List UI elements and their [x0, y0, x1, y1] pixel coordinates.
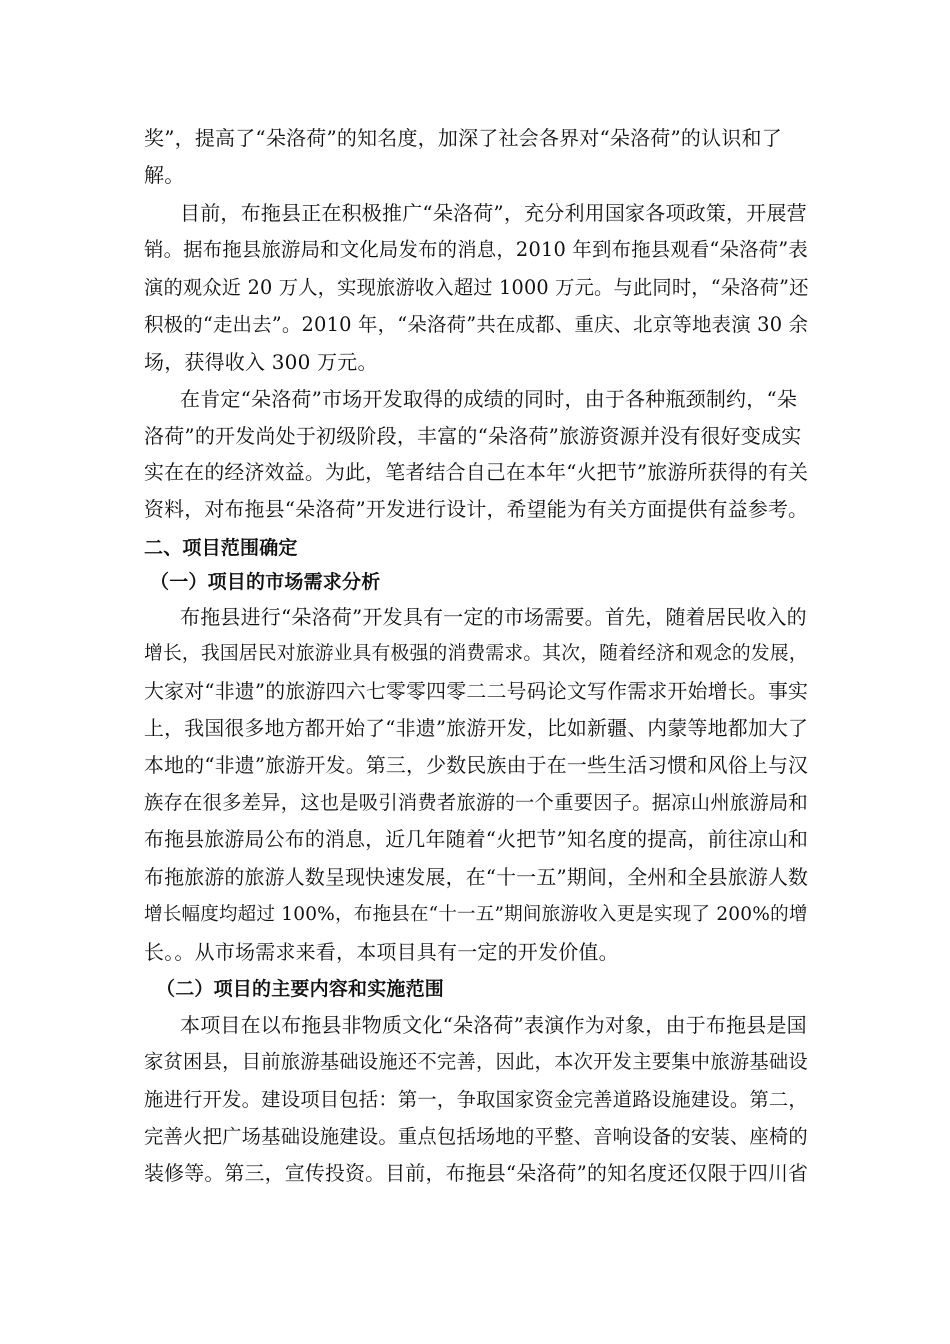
paragraph-4-line-8: 布拖旅游的旅游人数呈现快速发展，在“十一五”期间，全州和全县旅游人数	[144, 866, 809, 889]
paragraph-5-line-5: 装修等。第三，宣传投资。目前，布拖县“朵洛荷”的知名度还仅限于四川省	[144, 1162, 809, 1185]
paragraph-5-line-2: 家贫困县，目前旅游基础设施还不完善，因此，本次开发主要集中旅游基础设	[144, 1050, 808, 1073]
paragraph-4-line-10: 长。。从市场需求来看，本项目具有一定的开发价值。	[144, 940, 619, 964]
paragraph-4-line-7: 布拖县旅游局公布的消息，近几年随着“火把节”知名度的提高，前往凉山和	[144, 828, 809, 851]
subsection-heading-content-scope: （二）项目的主要内容和实施范围	[156, 978, 445, 1000]
paragraph-3-line-3: 实在在的经济效益。为此，笔者结合自己在本年“火把节”旅游所获得的有关	[144, 461, 809, 484]
paragraph-2-line-1: 目前，布拖县正在积极推广“朵洛荷”，充分利用国家各项政策，开展营	[180, 201, 807, 225]
paragraph-3-line-4: 资料，对布拖县“朵洛荷”开发进行设计，希望能为有关方面提供有益参考。	[144, 498, 809, 521]
paragraph-4-line-3: 大家对“非遗”的旅游四六七零零四零二二号码论文写作需求开始增长。事实	[144, 680, 809, 703]
paragraph-1-line-1: 奖”，提高了“朵洛荷”的知名度，加深了社会各界对“朵洛荷”的认识和了	[144, 126, 782, 150]
paragraph-4-line-2: 增长，我国居民对旅游业具有极强的消费需求。其次，随着经济和观念的发展，	[144, 643, 808, 664]
paragraph-1-line-2: 解。	[144, 163, 185, 187]
paragraph-3-line-1: 在肯定“朵洛荷”市场开发取得的成绩的同时，由于各种瓶颈制约，“朵	[180, 387, 798, 411]
paragraph-4-line-6: 族存在很多差异，这也是吸引消费者旅游的一个重要因子。据凉山州旅游局和	[144, 791, 808, 814]
paragraph-3-line-2: 洛荷”的开发尚处于初级阶段，丰富的“朵洛荷”旅游资源并没有很好变成实	[144, 424, 802, 448]
paragraph-4-line-5: 本地的“非遗”旅游开发。第三，少数民族由于在一些生活习惯和风俗上与汉	[144, 754, 809, 777]
paragraph-2-line-2: 销。据布拖县旅游局和文化局发布的消息，2010 年到布拖县观看“朵洛荷”表	[144, 238, 808, 261]
paragraph-5-line-3: 施进行开发。建设项目包括：第一，争取国家资金完善道路设施建设。第二，	[144, 1088, 808, 1111]
section-heading: 二、项目范围确定	[144, 537, 298, 559]
paragraph-4-line-4: 上，我国很多地方都开始了“非遗”旅游开发，比如新疆、内蒙等地都加大了	[144, 717, 809, 740]
paragraph-4-line-9: 增长幅度均超过 100%，布拖县在“十一五”期间旅游收入更是实现了 200%的增	[144, 904, 808, 925]
paragraph-2-line-5: 场，获得收入 300 万元。	[144, 350, 378, 374]
paragraph-5-line-1: 本项目在以布拖县非物质文化“朵洛荷”表演作为对象，由于布拖县是国	[180, 1013, 807, 1037]
paragraph-5-line-4: 完善火把广场基础设施建设。重点包括场地的平整、音响设备的安装、座椅的	[144, 1125, 808, 1148]
paragraph-4-line-1: 布拖县进行“朵洛荷”开发具有一定的市场需要。首先，随着居民收入的	[180, 605, 807, 629]
paragraph-2-line-3: 演的观众近 20 万人，实现旅游收入超过 1000 万元。与此同时，“朵洛荷”还	[144, 276, 809, 299]
subsection-heading-market-demand: （一）项目的市场需求分析	[150, 571, 381, 593]
paragraph-2-line-4: 积极的“走出去”。2010 年，“朵洛荷”共在成都、重庆、北京等地表演 30 余	[144, 313, 809, 336]
